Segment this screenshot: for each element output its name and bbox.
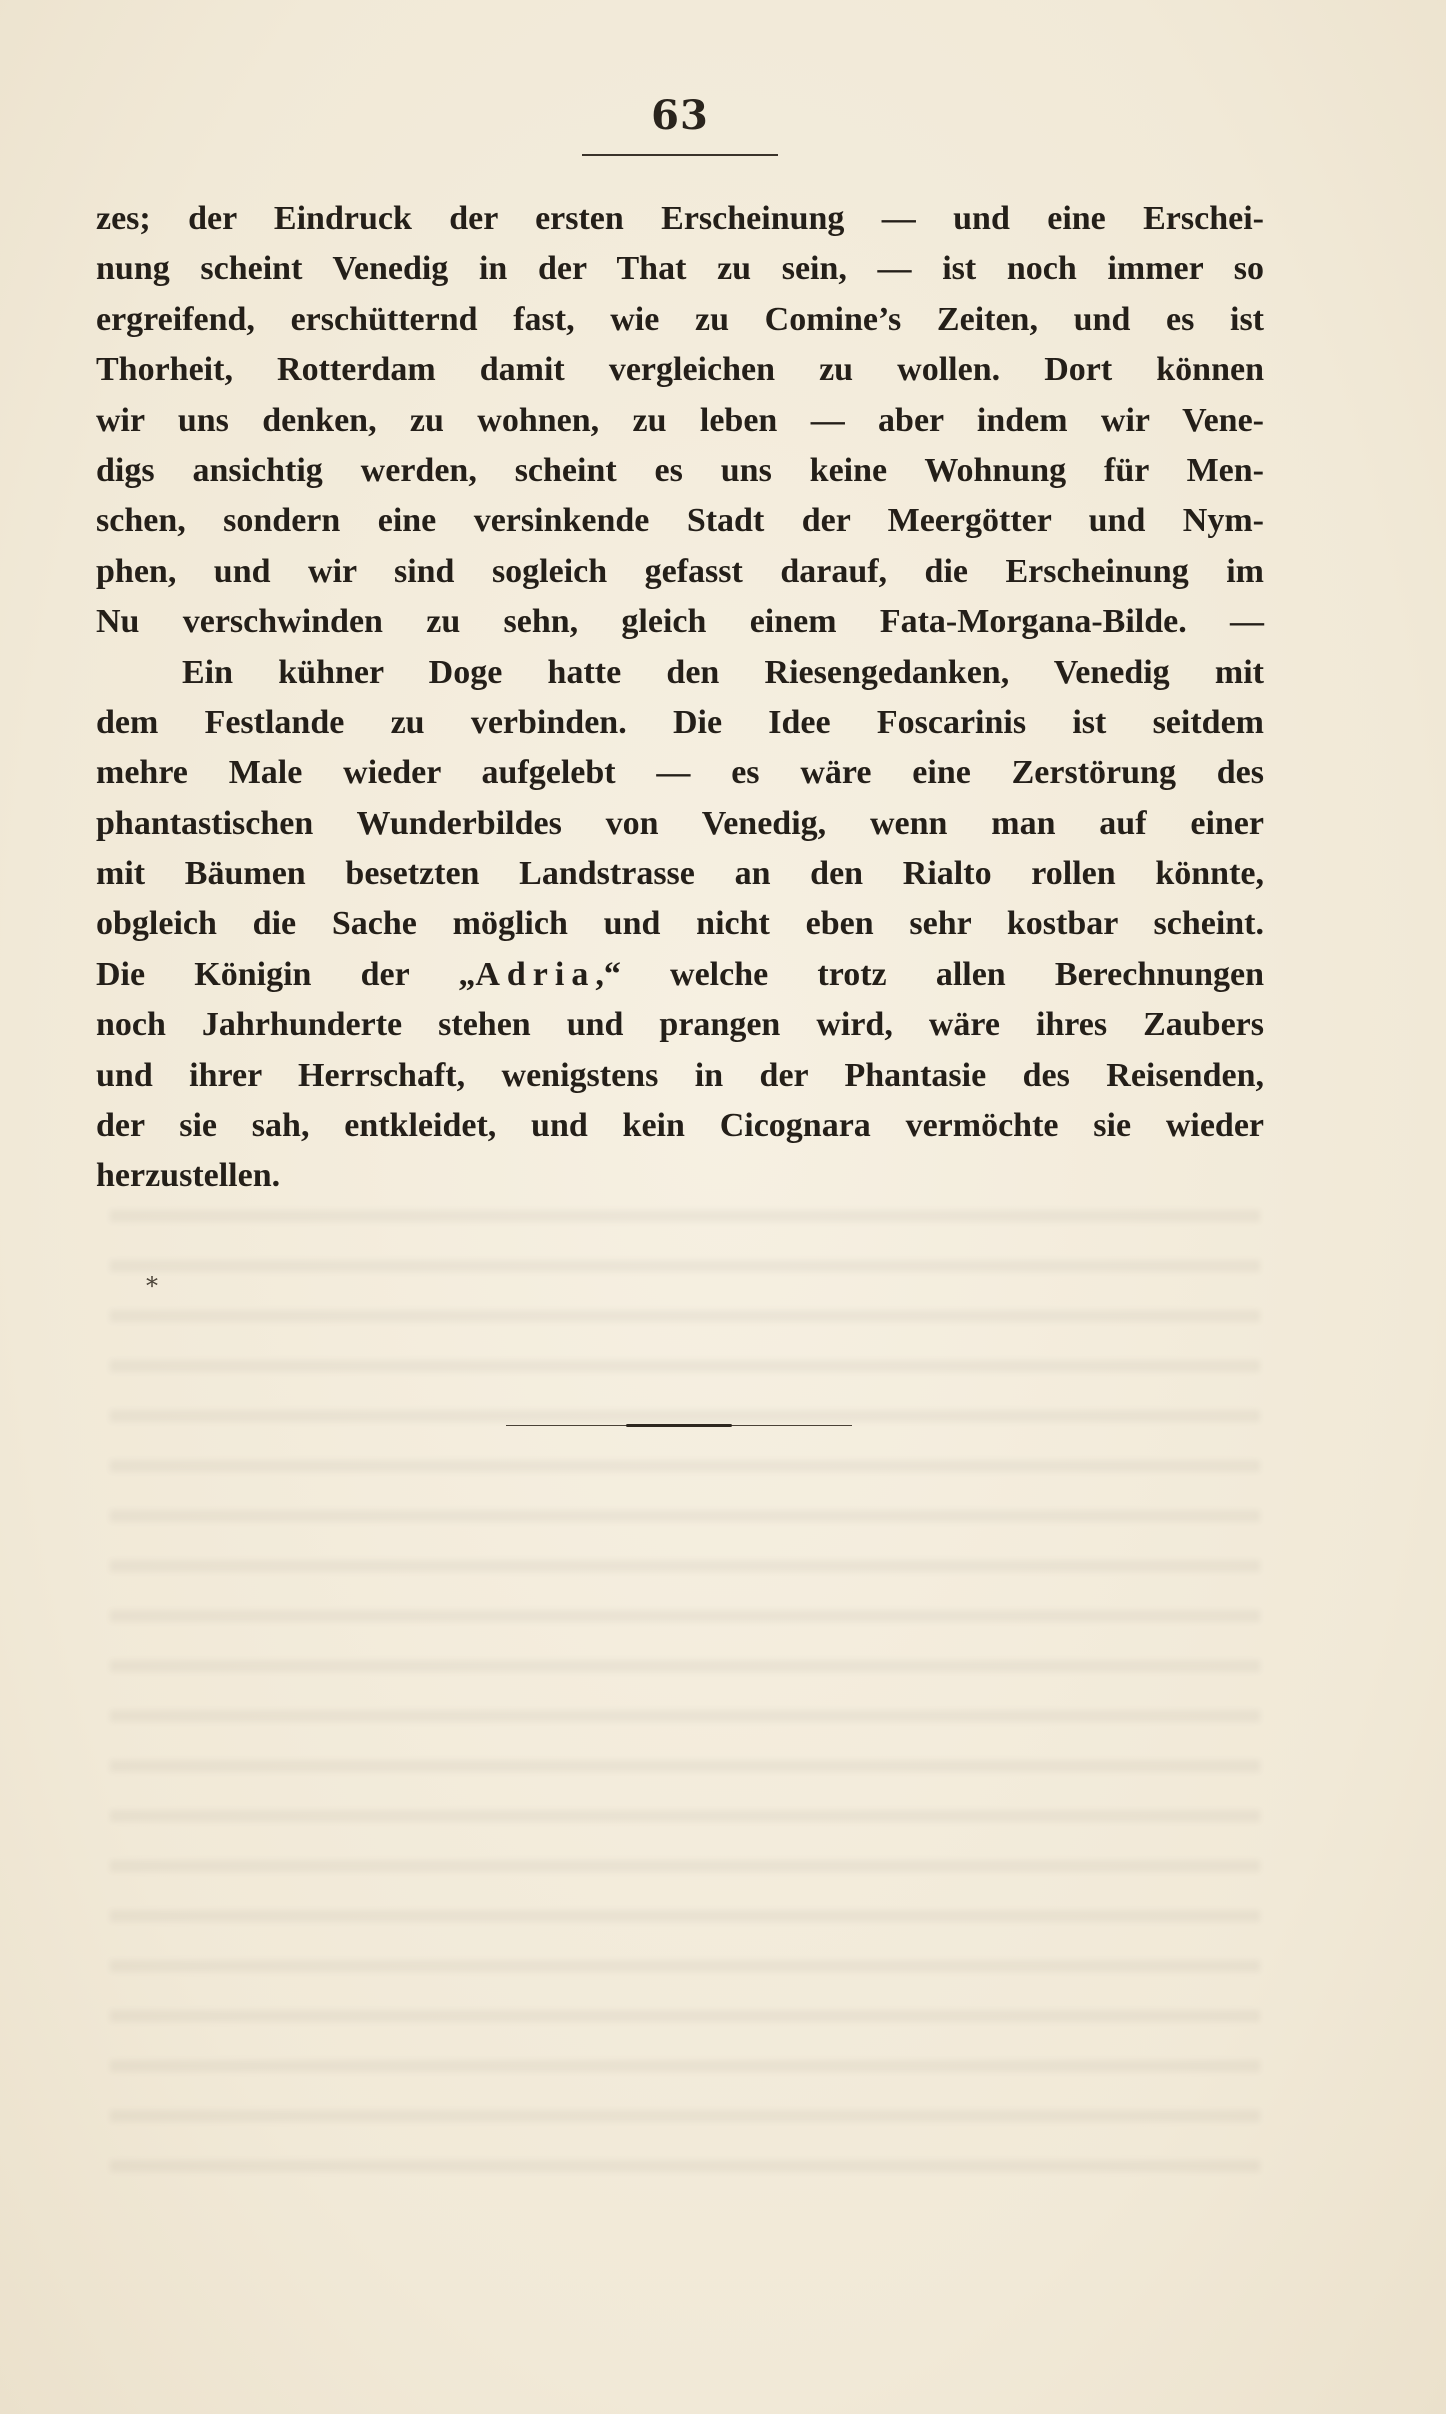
show-through-text xyxy=(110,1180,1260,2180)
text-line: digs ansichtig werden, scheint es uns keine Wohnung für Men- xyxy=(96,451,1264,489)
text-line: nung scheint Venedig in der That zu sein, — ist noch immer so xyxy=(96,250,1264,288)
text-line-last: herzustellen. xyxy=(96,1157,281,1195)
paragraph-start-line: Ein kühner Doge hatte den Riesengedanken, Venedig mit xyxy=(182,653,1264,691)
text-line-adria xyxy=(96,950,1264,1000)
adria-before: Die Königin der „ xyxy=(96,955,476,993)
page-number: 63 xyxy=(651,92,709,139)
body-text xyxy=(96,194,1264,1202)
section-end-rule xyxy=(506,1424,852,1427)
end-rule-thick xyxy=(626,1424,732,1427)
text-line: noch Jahrhunderte stehen und prangen wird, wäre ihres Zaubers xyxy=(96,1006,1264,1044)
text-line: ergreifend, erschütternd fast, wie zu Comine’s Zeiten, und es ist xyxy=(96,300,1264,338)
text-line: und ihrer Herrschaft, wenigstens in der Phantasie des Reisenden, xyxy=(96,1056,1264,1094)
stray-mark: * xyxy=(146,1272,158,1300)
text-line: phantastischen Wunderbildes von Venedig, wenn man auf einer xyxy=(96,804,1264,842)
text-line: mit Bäumen besetzten Landstrasse an den Rialto rollen könnte, xyxy=(96,855,1264,893)
text-line: dem Festlande zu verbinden. Die Idee Foscarinis ist seitdem xyxy=(96,703,1264,741)
adria-spaced-word: Adria xyxy=(475,955,596,993)
text-line: Nu verschwinden zu sehn, gleich einem Fata-Morgana-Bilde. — xyxy=(96,603,1264,641)
text-line: wir uns denken, zu wohnen, zu leben — aber indem wir Vene- xyxy=(96,401,1264,439)
page-header xyxy=(580,92,780,139)
text-line: phen, und wir sind sogleich gefasst darauf, die Erscheinung im xyxy=(96,552,1264,590)
text-line: zes; der Eindruck der ersten Erscheinung — und eine Erschei- xyxy=(96,200,1264,237)
text-line: Thorheit, Rotterdam damit vergleichen zu wollen. Dort können xyxy=(96,351,1264,389)
adria-after: ,“ welche trotz allen Berechnungen xyxy=(595,955,1264,993)
header-rule xyxy=(582,154,778,156)
text-line: schen, sondern eine versinkende Stadt der Meergötter und Nym- xyxy=(96,502,1264,540)
text-line: obgleich die Sache möglich und nicht eben sehr kostbar scheint. xyxy=(96,905,1264,943)
text-line: mehre Male wieder aufgelebt — es wäre eine Zerstörung des xyxy=(96,754,1264,792)
text-line: der sie sah, entkleidet, und kein Cicognara vermöchte sie wieder xyxy=(96,1107,1264,1145)
